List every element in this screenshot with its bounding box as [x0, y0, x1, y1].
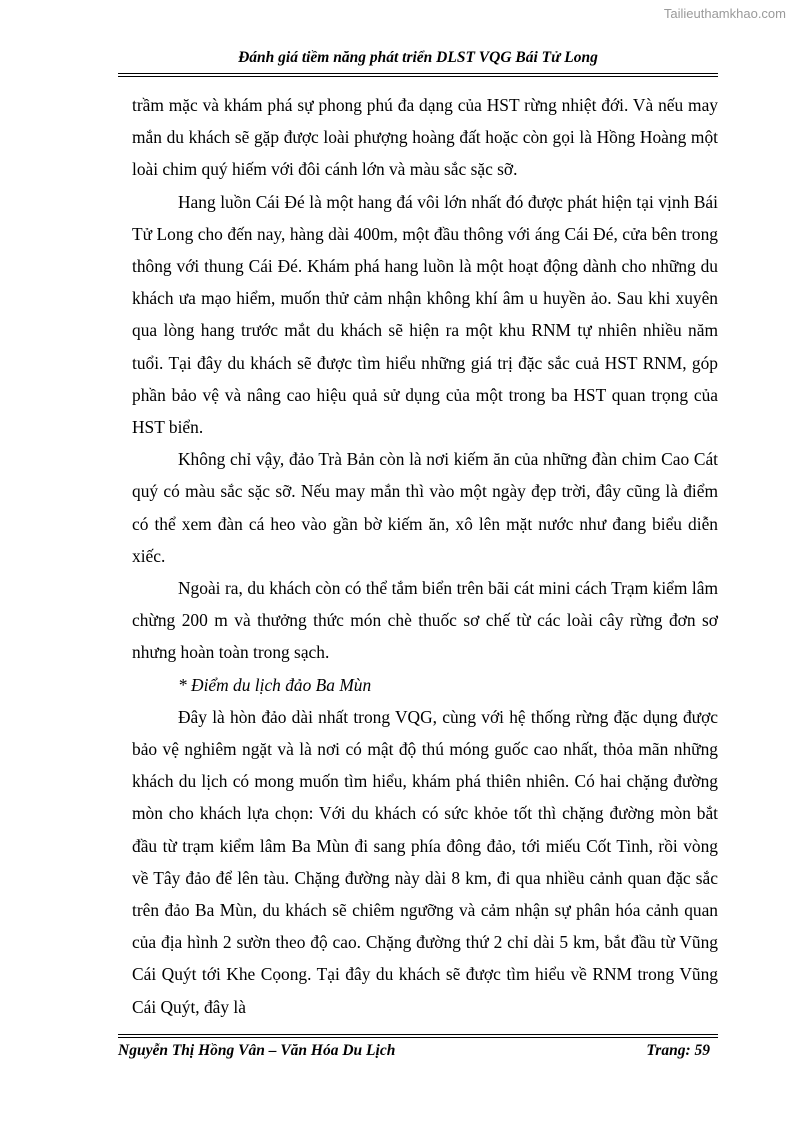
- paragraph-cai-de-cave: Hang luồn Cái Đé là một hang đá vôi lớn nhất đó được phát hiện tại vịnh Bái Tử Long cho đến nay, hàng dài 400m, một đầu thông với áng Cái Đé, cửa bên trong thông với thung Cái Đé. Khám phá hang luồn là một hoạt động dành cho những du khách ưa mạo hiểm, muốn thử cảm nhận không khí âm u huyền ảo. Sau khi xuyên qua lòng hang trước mắt du khách sẽ hiện ra một khu RNM tự nhiên nhiều năm tuổi. Tại đây du khách sẽ được tìm hiểu những giá trị đặc sắc cuả HST RNM, góp phần bảo vệ và nâng cao hiệu quả sử dụng của một trong ba HST quan trọng của HST biển.: [132, 191, 718, 438]
- footer-page-number: Trang: 59: [646, 1042, 710, 1059]
- page-header-title: Đánh giá tiềm năng phát triển DLST VQG Bái Tử Long: [238, 49, 598, 66]
- section-heading-ba-mun: * Điểm du lịch đảo Ba Mùn: [178, 674, 372, 695]
- paragraph-beach-tea: Ngoài ra, du khách còn có thể tắm biển trên bãi cát mini cách Trạm kiểm lâm chừng 200 m và thưởng thức món chè thuốc sơ chế từ các loài cây rừng đơn sơ nhưng hoàn toàn trong sạch.: [132, 578, 718, 663]
- document-body: [132, 89, 718, 1023]
- paragraph-ba-mun-island: Đây là hòn đảo dài nhất trong VQG, cùng với hệ thống rừng đặc dụng được bảo vệ nghiêm ngặt và là nơi có mật độ thú móng guốc cao nhất, thỏa mãn những khách du lịch có mong muốn tìm hiểu, khám phá thiên nhiên. Có hai chặng đường mòn cho khách lựa chọn: Với du khách có sức khỏe tốt thì chặng đường mòn bắt đầu từ trạm kiểm lâm Ba Mùn đi sang phía đông đảo, tới miếu Cốt Tinh, rồi vòng về Tây đảo để lên tàu. Chặng đường này dài 8 km, đi qua nhiều cảnh quan đặc sắc trên đảo Ba Mùn, du khách sẽ chiêm ngưỡng và cảm nhận sự phân hóa cảnh quan của địa hình 2 sườn theo độ cao. Chặng đường thứ 2 chỉ dài 5 km, bắt đầu từ Vũng Cái Quýt tới Khe Cọong. Tại đây du khách sẽ được tìm hiểu về RNM trong Vũng Cái Quýt, đây là: [132, 706, 718, 1017]
- header-divider: [118, 73, 718, 77]
- paragraph-continuation: trầm mặc và khám phá sự phong phú đa dạng của HST rừng nhiệt đới. Và nếu may mắn du khách sẽ gặp được loài phượng hoàng đất hoặc còn gọi là Hồng Hoàng một loài chim quý hiếm với đôi cánh lớn và màu sắc sặc sỡ.: [132, 95, 718, 180]
- footer-divider: [118, 1034, 718, 1038]
- paragraph-tra-ban-island: Không chỉ vậy, đảo Trà Bản còn là nơi kiếm ăn của những đàn chim Cao Cát quý có màu sắc sặc sỡ. Nếu may mắn thì vào một ngày đẹp trời, đây cũng là điểm có thể xem đàn cá heo vào gần bờ kiếm ăn, xô lên mặt nước như đang biểu diễn xiếc.: [132, 449, 718, 566]
- watermark-text: Tailieuthamkhao.com: [663, 6, 786, 21]
- footer-author: Nguyễn Thị Hồng Vân – Văn Hóa Du Lịch: [118, 1042, 396, 1059]
